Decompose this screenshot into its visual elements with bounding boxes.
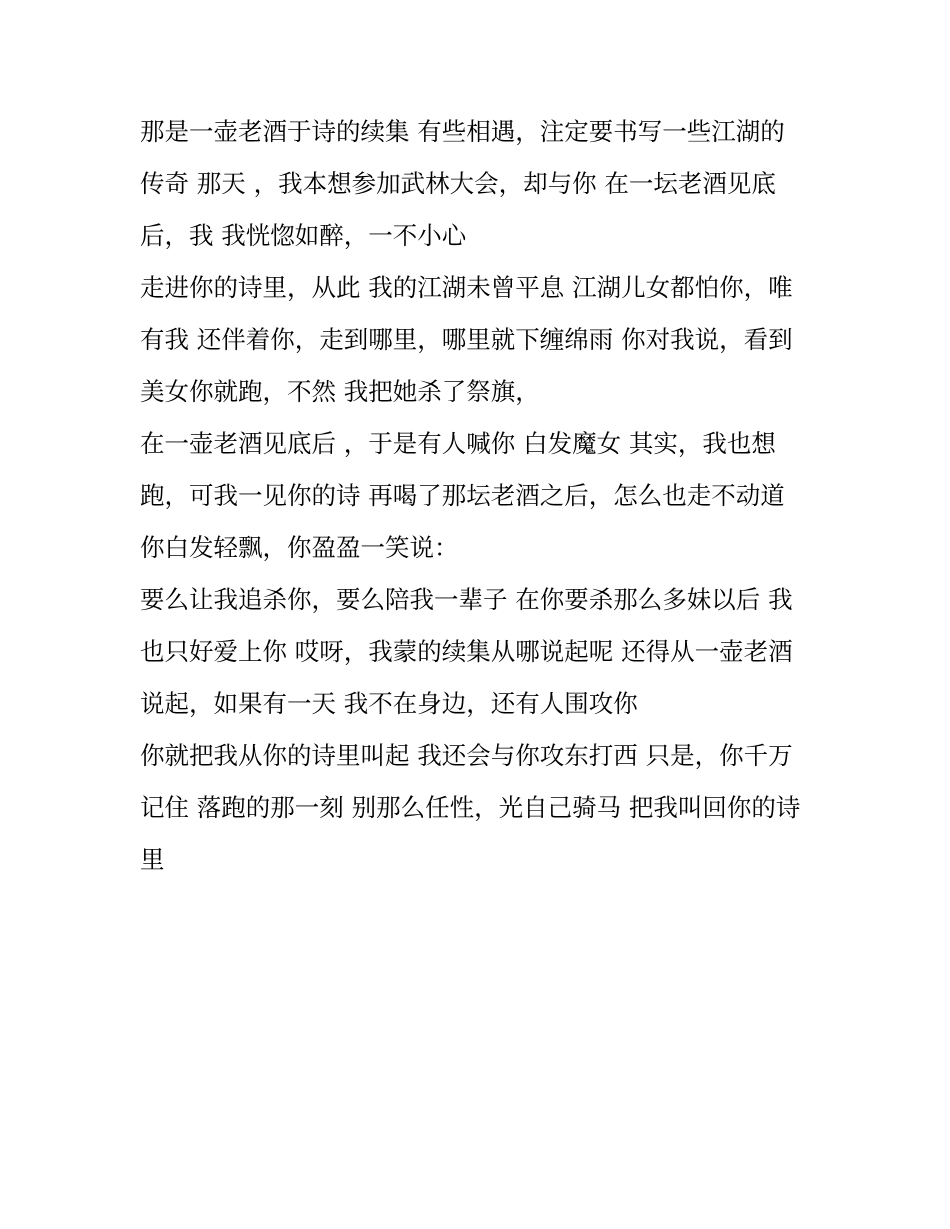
text-line-10: 要么让我追杀你，要么陪我一辈子 在你要杀那么多妹以后 我 <box>140 585 793 614</box>
text-line-9: 你白发轻飘，你盈盈一笑说： <box>140 533 459 562</box>
text-line-11: 也只好爱上你 哎呀，我蒙的续集从哪说起呢 还得从一壶老酒 <box>140 637 793 666</box>
text-line-4: 走进你的诗里，从此 我的江湖未曾平息 江湖儿女都怕你，唯 <box>140 273 793 302</box>
text-line-1: 那是一壶老酒于诗的续集 有些相遇，注定要书写一些江湖的 <box>140 117 785 146</box>
text-line-14: 记住 落跑的那一刻 别那么任性，光自己骑马 把我叫回你的诗 <box>140 793 801 822</box>
text-line-8: 跑，可我一见你的诗 再喝了那坛老酒之后，怎么也走不动道 <box>140 481 785 510</box>
poem-text <box>140 106 820 886</box>
text-line-13: 你就把我从你的诗里叫起 我还会与你攻东打西 只是，你千万 <box>140 741 793 770</box>
text-line-5: 有我 还伴着你，走到哪里，哪里就下缠绵雨 你对我说，看到 <box>140 325 793 354</box>
text-line-15: 里 <box>140 845 165 874</box>
text-line-2: 传奇 那天 ，我本想参加武林大会，却与你 在一坛老酒见底 <box>140 169 776 198</box>
text-line-3: 后，我 我恍惚如醉，一不小心 <box>140 221 467 250</box>
text-line-7: 在一壶老酒见底后 ，于是有人喊你 白发魔女 其实，我也想 <box>140 429 776 458</box>
text-line-12: 说起，如果有一天 我不在身边，还有人围攻你 <box>140 689 638 718</box>
text-line-6: 美女你就跑，不然 我把她杀了祭旗， <box>140 377 540 406</box>
